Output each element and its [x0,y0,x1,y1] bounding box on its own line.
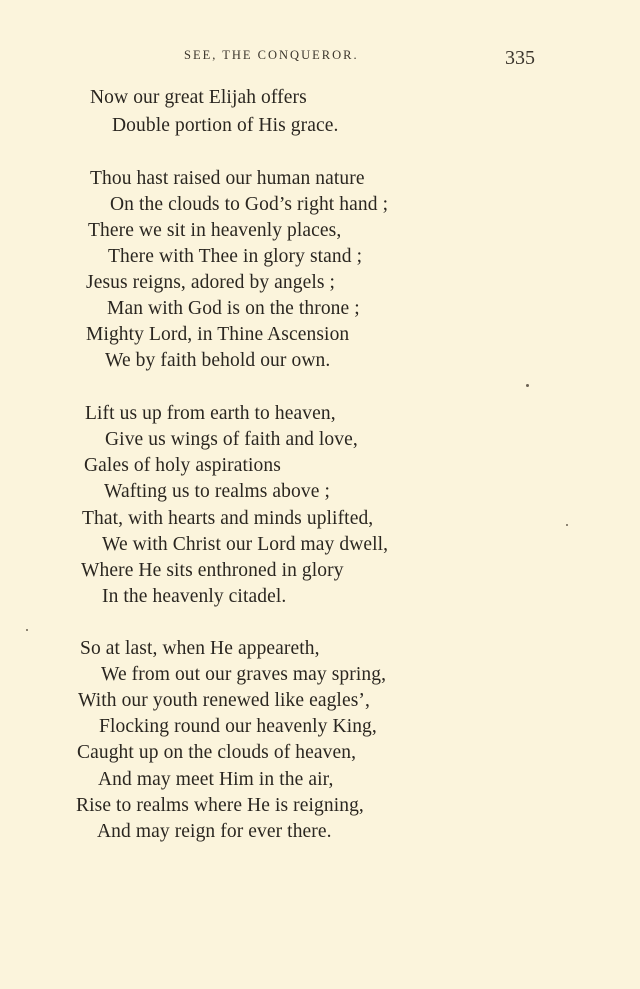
paper-speck [526,384,529,387]
poem-line: Thou hast raised our human nature [90,168,365,189]
poem-line: Double portion of His grace. [112,115,339,136]
poem-line: Man with God is on the throne ; [107,298,360,319]
paper-speck [26,629,28,631]
poem-line: We by faith behold our own. [105,350,331,371]
poem-line: Rise to realms where He is reigning, [76,795,364,816]
running-head: SEE, THE CONQUEROR. [184,48,359,62]
poem-line: Wafting us to realms above ; [104,481,330,502]
poem-line: Mighty Lord, in Thine Ascension [86,324,350,345]
poem-line: Give us wings of faith and love, [105,429,358,450]
poem-line: And may reign for ever there. [97,821,332,842]
poem-line: On the clouds to God’s right hand ; [110,194,389,215]
poem-line: That, with hearts and minds uplifted, [82,508,374,529]
poem-line: In the heavenly citadel. [102,586,287,607]
poem-line: Caught up on the clouds of heaven, [77,742,357,763]
poem-line: There we sit in heavenly places, [88,220,342,241]
poem-line: Lift us up from earth to heaven, [85,403,336,424]
poem-line: We from out our graves may spring, [101,664,387,685]
poem-line: Flocking round our heavenly King, [99,716,377,737]
poem-line: There with Thee in glory stand ; [108,246,363,267]
poem-line: Now our great Elijah offers [90,87,307,108]
page-number: 335 [505,47,535,69]
poem-line: So at last, when He appeareth, [80,638,320,659]
paper-speck [566,524,568,526]
poem-line: Where He sits enthroned in glory [81,560,344,581]
poem-line: With our youth renewed like eagles’, [78,690,370,711]
poem-line: We with Christ our Lord may dwell, [102,534,389,555]
poem-line: And may meet Him in the air, [98,769,334,790]
poem-line: Gales of holy aspirations [84,455,281,476]
poem-line: Jesus reigns, adored by angels ; [86,272,336,293]
